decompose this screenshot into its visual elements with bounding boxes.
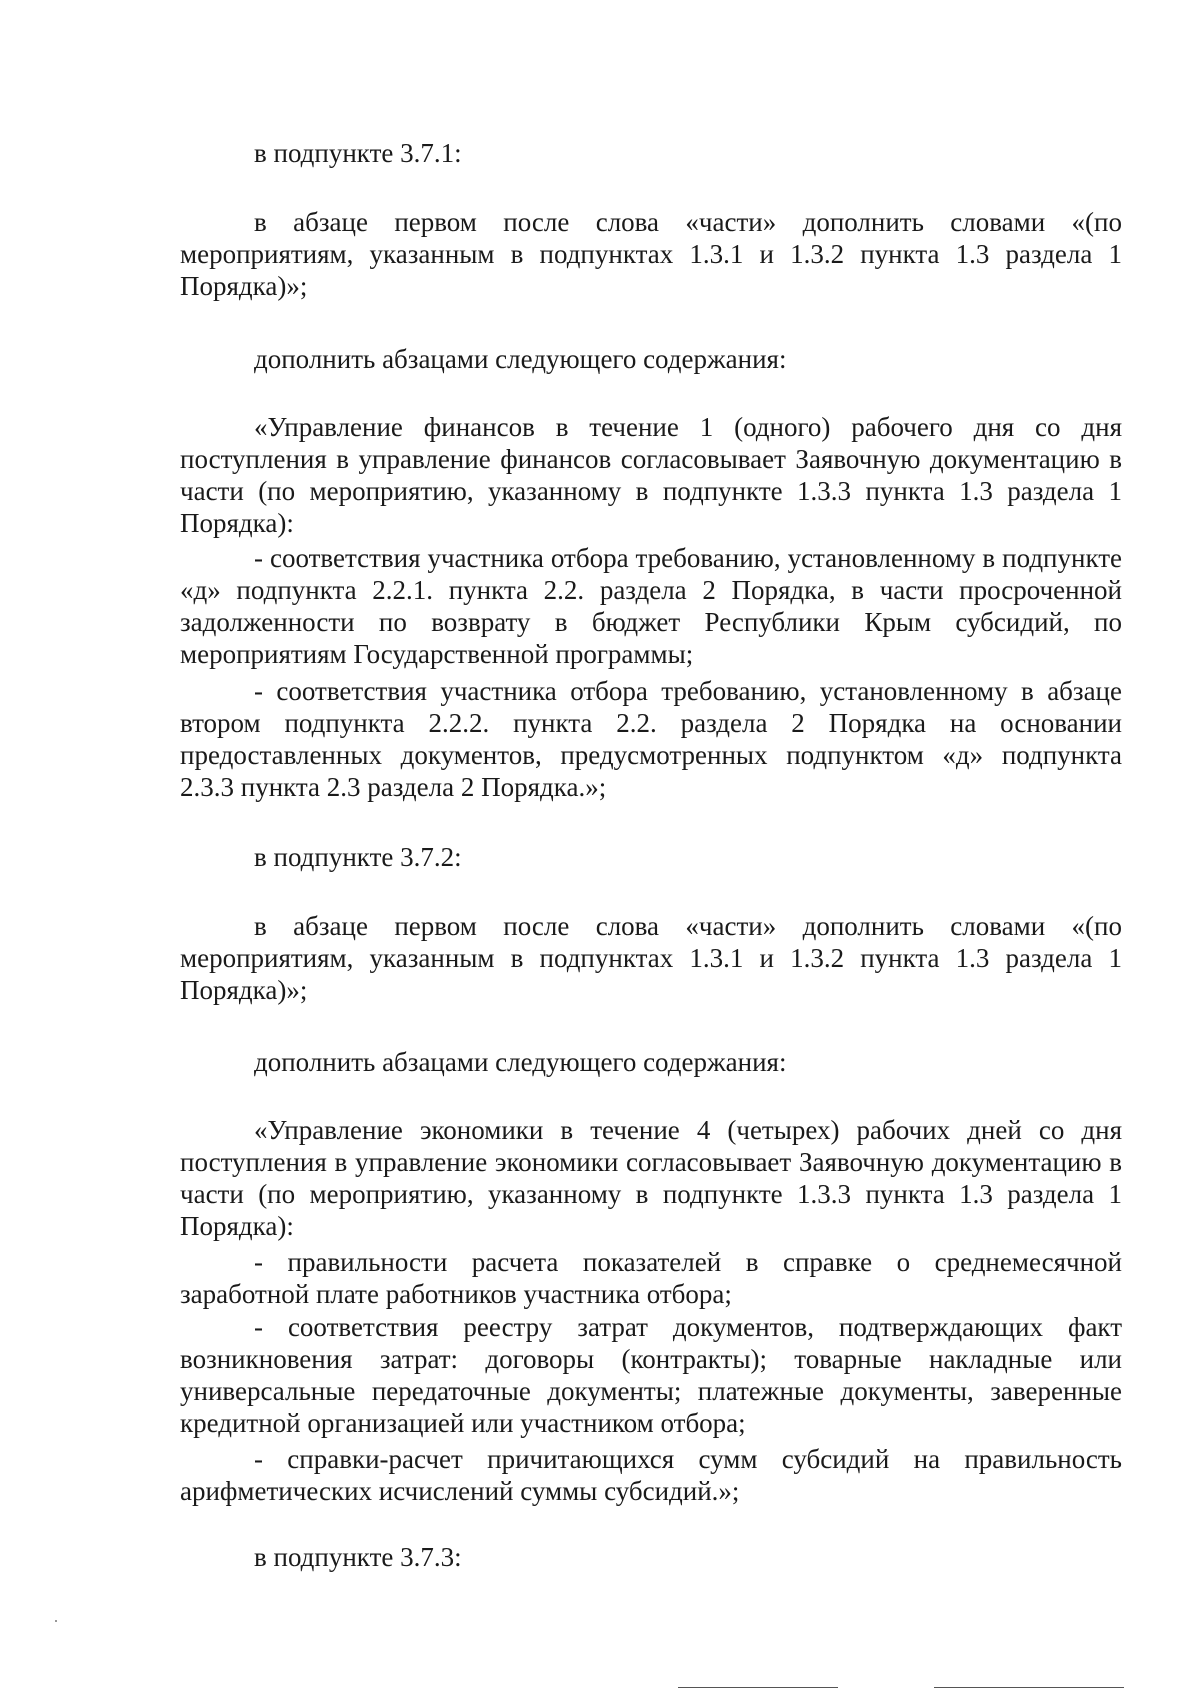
bottom-scan-line-left [678, 1687, 838, 1688]
paragraph-economy-item-1: - правильности расчета показателей в справке о среднемесячной заработной плате работников участника отбора; [180, 1247, 1122, 1309]
paragraph-3-7-1-first-amendment: в абзаце первом после слова «части» дополнить словами «(по мероприятиям, указанным в подпунктах 1.3.1 и 1.3.2 пункта 1.3 раздела 1 Порядка)»; [180, 207, 1122, 301]
paragraph-3-7-2-first-amendment: в абзаце первом после слова «части» дополнить словами «(по мероприятиям, указанным в подпунктах 1.3.1 и 1.3.2 пункта 1.3 раздела 1 Порядка)»; [180, 911, 1122, 1005]
subpoint-3-7-2-heading: в подпункте 3.7.2: [254, 842, 462, 872]
paragraph-3-7-1-addition-intro: дополнить абзацами следующего содержания: [254, 344, 787, 374]
paragraph-finance-department: «Управление финансов в течение 1 (одного) рабочего дня со дня поступления в управление финансов согласовывает Заявочную документацию в части (по мероприятию, указанному в подпункте 1.3.3 пункта 1.3 раздела 1 Порядка): [180, 412, 1122, 538]
paragraph-finance-item-2: - соответствия участника отбора требованию, установленному в абзаце втором подпункта 2.2.2. пункта 2.2. раздела 2 Порядка на основании предоставленных документов, предусмотренных подпунктом «д» подпункта 2.3.3 пункта 2.3 раздела 2 Порядка.»; [180, 676, 1122, 802]
paragraph-economy-item-3: - справки-расчет причитающихся сумм субсидий на правильность арифметических исчислений суммы субсидий.»; [180, 1444, 1122, 1506]
subpoint-3-7-3-heading: в подпункте 3.7.3: [254, 1542, 462, 1572]
bottom-scan-line-right [934, 1687, 1124, 1688]
paragraph-economy-department: «Управление экономики в течение 4 (четырех) рабочих дней со дня поступления в управление экономики согласовывает Заявочную документацию в части (по мероприятию, указанному в подпункте 1.3.3 пункта 1.3 раздела 1 Порядка): [180, 1115, 1122, 1241]
scan-speck [55, 1620, 57, 1622]
paragraph-economy-item-2: - соответствия реестру затрат документов, подтверждающих факт возникновения затрат: договоры (контракты); товарные накладные или универсальные передаточные документы; платежные документы, заверенные кредитной организацией или участником отбора; [180, 1312, 1122, 1438]
paragraph-3-7-2-addition-intro: дополнить абзацами следующего содержания: [254, 1047, 787, 1077]
subpoint-3-7-1-heading: в подпункте 3.7.1: [254, 138, 462, 168]
paragraph-finance-item-1: - соответствия участника отбора требованию, установленному в подпункте «д» подпункта 2.2.1. пункта 2.2. раздела 2 Порядка, в части просроченной задолженности по возврату в бюджет Республики Крым субсидий, по мероприятиям Государственной программы; [180, 543, 1122, 669]
